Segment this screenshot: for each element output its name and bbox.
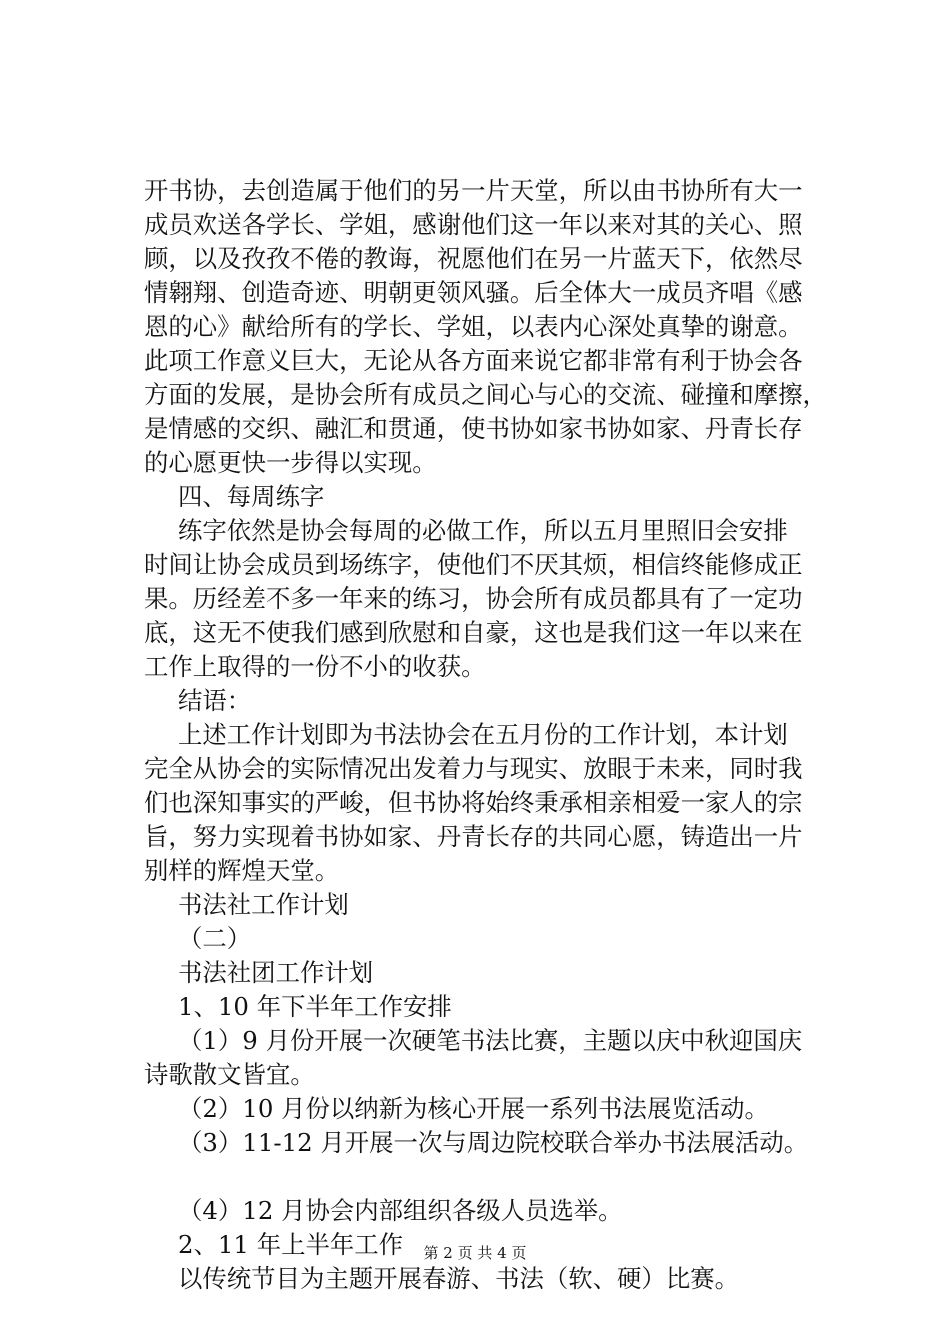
- text-line: 开书协，去创造属于他们的另一片天堂，所以由书协所有大一: [144, 176, 803, 205]
- text-line: 结语：: [178, 686, 252, 715]
- text-line: 们也深知事实的严峻，但书协将始终秉承相亲相爱一家人的宗: [144, 788, 803, 817]
- text-line: 是情感的交织、融汇和贯通，使书协如家书协如家、丹青长存: [144, 414, 803, 443]
- text-line: 此项工作意义巨大，无论从各方面来说它都非常有利于协会各: [144, 346, 803, 375]
- text-line: 练字依然是协会每周的必做工作，所以五月里照旧会安排: [178, 516, 788, 545]
- text-line: （二）: [178, 924, 252, 953]
- text-line: （1）9 月份开展一次硬笔书法比赛，主题以庆中秋迎国庆: [178, 1026, 803, 1055]
- text-line: （4）12 月协会内部组织各级人员选举。: [178, 1196, 623, 1225]
- text-line: 的心愿更快一步得以实现。: [144, 448, 437, 477]
- text-line: 书法社工作计划: [178, 890, 349, 919]
- text-line: 1、10 年下半年工作安排: [178, 992, 452, 1021]
- text-line: 底，这无不使我们感到欣慰和自豪，这也是我们这一年以来在: [144, 618, 803, 647]
- text-line: 上述工作计划即为书法协会在五月份的工作计划，本计划: [178, 720, 788, 749]
- text-line: 四、每周练字: [178, 482, 325, 511]
- text-line: 别样的辉煌天堂。: [144, 856, 340, 885]
- text-line: 成员欢送各学长、学姐，感谢他们这一年以来对其的关心、照: [144, 210, 803, 239]
- text-line: 时间让协会成员到场练字，使他们不厌其烦，相信终能修成正: [144, 550, 803, 579]
- text-line: （2）10 月份以纳新为核心开展一系列书法展览活动。: [178, 1094, 769, 1123]
- text-line: 果。历经差不多一年来的练习，协会所有成员都具有了一定功: [144, 584, 803, 613]
- page-footer: 第 2 页 共 4 页: [423, 1244, 527, 1262]
- text-line: 旨，努力实现着书协如家、丹青长存的共同心愿，铸造出一片: [144, 822, 803, 851]
- text-line: 工作上取得的一份不小的收获。: [144, 652, 486, 681]
- text-line: 方面的发展，是协会所有成员之间心与心的交流、碰撞和摩擦，: [144, 380, 827, 409]
- text-line: 恩的心》献给所有的学长、学姐，以表内心深处真挚的谢意。: [144, 312, 803, 341]
- text-line: 顾，以及孜孜不倦的教诲，祝愿他们在另一片蓝天下，依然尽: [144, 244, 803, 273]
- text-line: 书法社团工作计划: [178, 958, 374, 987]
- text-line: 以传统节目为主题开展春游、书法（软、硬）比赛。: [178, 1264, 739, 1293]
- text-line: 完全从协会的实际情况出发着力与现实、放眼于未来，同时我: [144, 754, 803, 783]
- text-line: 情翱翔、创造奇迹、明朝更领风骚。后全体大一成员齐唱《感: [144, 278, 803, 307]
- text-line: 2、11 年上半年工作: [178, 1230, 404, 1259]
- text-line: 诗歌散文皆宜。: [144, 1060, 315, 1089]
- text-line: （3）11-12 月开展一次与周边院校联合举办书法展活动。: [178, 1128, 809, 1157]
